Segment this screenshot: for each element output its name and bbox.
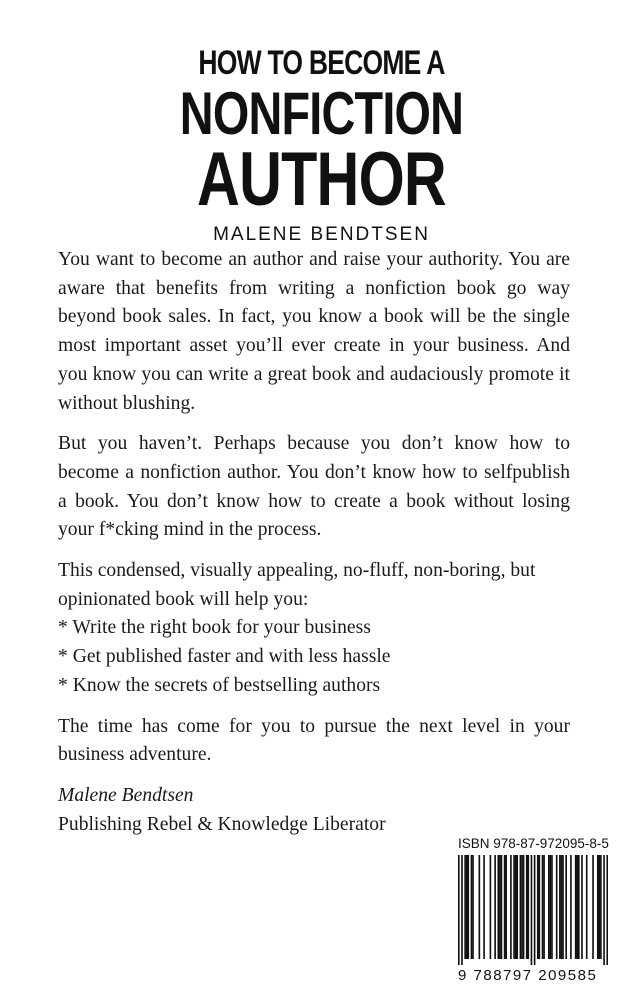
barcode-bar — [592, 855, 594, 959]
barcode-bar — [543, 855, 545, 959]
blurb-paragraph-3: This condensed, visually appealing, no-fluff, non-boring, but opinionated book will help you: — [58, 560, 536, 610]
barcode-bar — [581, 855, 583, 959]
barcode-bar — [597, 855, 599, 959]
barcode-bar — [523, 855, 525, 959]
barcode-bar — [578, 855, 580, 959]
title-line-2: NONFICTION — [179, 80, 464, 147]
blurb-paragraph-4: The time has come for you to pursue the next level in your business adventure. — [58, 715, 570, 766]
title-line-1: HOW TO BECOME A — [198, 44, 445, 82]
barcode — [458, 855, 608, 965]
barcode-bar — [510, 855, 512, 959]
barcode-bar — [501, 855, 503, 959]
barcode-bar — [520, 855, 522, 959]
barcode-bar — [515, 855, 517, 959]
barcode-bar — [497, 855, 499, 959]
barcode-bar — [464, 855, 466, 959]
barcode-bar — [534, 855, 536, 965]
barcode-bar — [575, 855, 577, 959]
barcode-bar — [531, 855, 533, 965]
barcode-bar — [467, 855, 469, 959]
barcode-bar — [606, 855, 608, 965]
barcode-bar — [504, 855, 506, 959]
barcode-bar — [586, 855, 588, 959]
author-name: MALENE BENDTSEN — [213, 224, 430, 245]
barcode-bar — [570, 855, 572, 959]
barcode-bar — [576, 855, 578, 959]
barcode-bar — [466, 855, 468, 959]
barcode-bar — [559, 855, 561, 959]
benefit-item: * Know the secrets of bestselling authors — [58, 674, 381, 696]
barcode-bar — [556, 855, 558, 959]
title-block — [0, 40, 643, 246]
barcode-bar — [526, 855, 528, 959]
barcode-bar — [505, 855, 507, 959]
barcode-bar — [539, 855, 541, 959]
blurb — [58, 246, 570, 839]
barcode-bar — [494, 855, 496, 959]
barcode-bar — [603, 855, 605, 965]
barcode-digits: 9 788797 209585 — [458, 967, 598, 984]
benefit-item: * Get published faster and with less hassle — [58, 646, 391, 668]
barcode-bar — [561, 855, 563, 959]
barcode-bar — [516, 855, 518, 959]
isbn-block — [458, 836, 608, 984]
barcode-bar — [600, 855, 602, 959]
barcode-bar — [565, 855, 567, 959]
blurb-paragraph-2: But you haven’t. Perhaps because you don’t know how to become a nonfiction author. You don’t know how to selfpublish a book. You don’t know how to create a book without losing your f*cking mind in the process. — [58, 433, 570, 541]
barcode-bar — [479, 855, 481, 959]
title-line-3: AUTHOR — [197, 137, 446, 222]
isbn-label: ISBN 978-87-972095-8-5 — [458, 836, 609, 851]
barcode-bar — [472, 855, 474, 959]
barcode-bar — [458, 855, 460, 965]
barcode-bar — [521, 855, 523, 959]
barcode-bar — [550, 855, 552, 959]
signature-title: Publishing Rebel & Knowledge Liberator — [58, 813, 386, 835]
barcode-bar — [527, 855, 529, 959]
signature-name: Malene Bendtsen — [58, 784, 194, 806]
barcode-bar — [562, 855, 564, 959]
barcode-bar — [548, 855, 550, 959]
blurb-paragraph-1: You want to become an author and raise your authority. You are aware that benefits from writing a nonfiction book go way beyond book sales. In fact, you know a book will be the single most important asset you’ll ever create in your business. And you know you can write a great book and audaciously promote it without blushing. — [58, 249, 570, 414]
barcode-bar — [537, 855, 539, 959]
barcode-bar — [542, 855, 544, 959]
benefit-list — [58, 614, 570, 700]
barcode-bar — [513, 855, 515, 959]
barcode-bar — [483, 855, 485, 959]
barcode-bar — [461, 855, 463, 965]
barcode-bar — [490, 855, 492, 959]
barcode-bar — [471, 855, 473, 959]
barcode-bar — [499, 855, 501, 959]
benefit-item: * Write the right book for your business — [58, 617, 371, 639]
barcode-bar — [551, 855, 553, 959]
barcode-bar — [599, 855, 601, 959]
